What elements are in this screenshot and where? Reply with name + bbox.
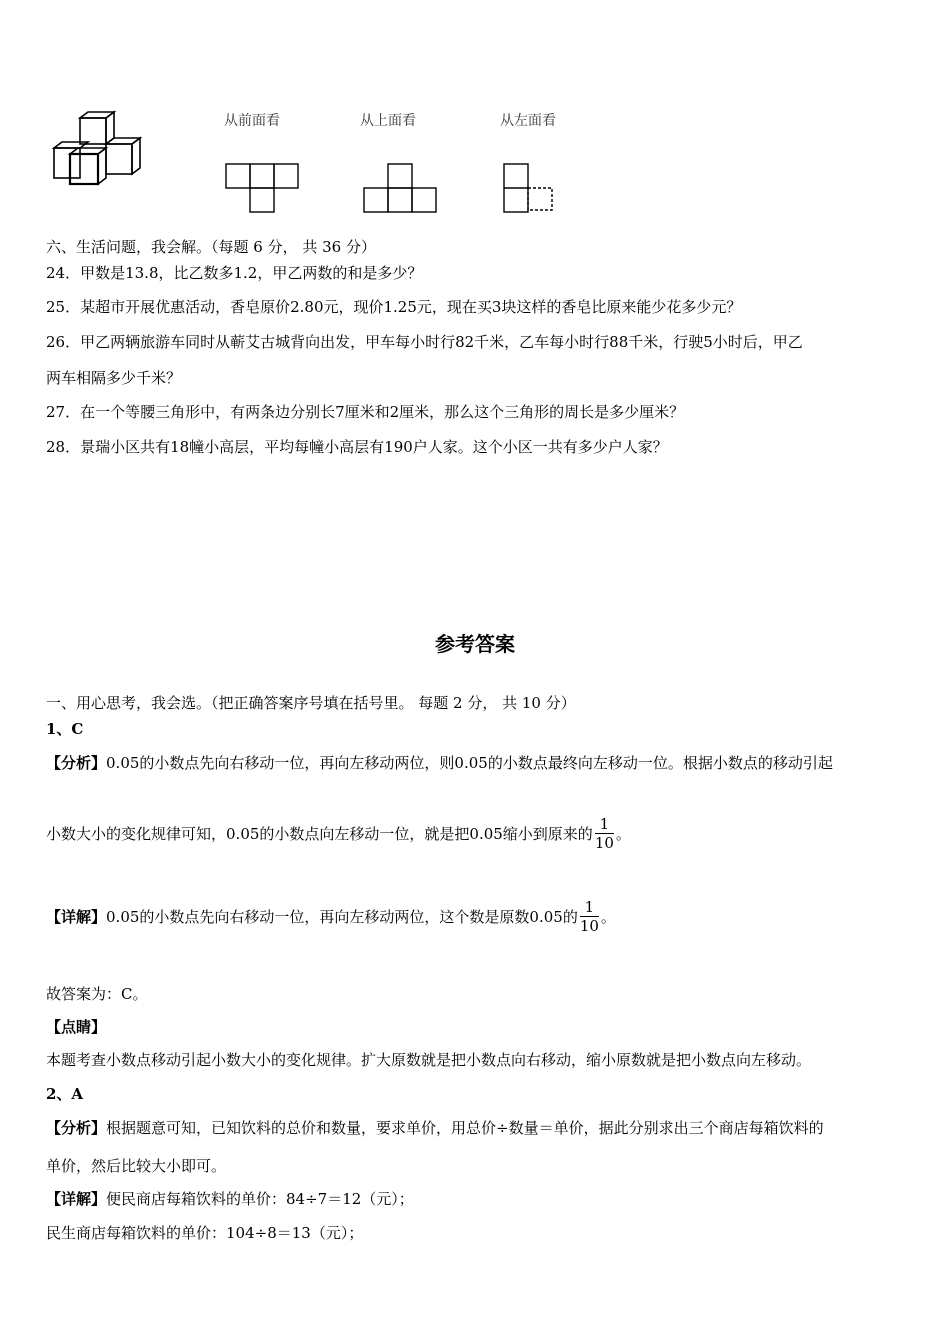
front-view-figure — [222, 160, 302, 216]
answers-section1-heading: 一、用心思考，我会选。（把正确答案序号填在括号里。 每题 2 分， 共 10 分） — [46, 694, 576, 712]
answers-title: 参考答案 — [435, 632, 515, 656]
detail-text-2: 便民商店每箱饮料的单价：84÷7＝12（元）； — [106, 1190, 414, 1208]
answer-1-label: 1、C — [46, 720, 84, 738]
question-28: 28．景瑞小区共有18幢小高层，平均每幢小高层有190户人家。这个小区一共有多少户人家？ — [46, 438, 668, 456]
view-label-front: 从前面看 — [224, 113, 280, 129]
cube-stack-figure — [48, 110, 148, 190]
analysis-tag-2: 【分析】 — [46, 1119, 107, 1137]
analysis-tag: 【分析】 — [46, 754, 107, 772]
detail-end: 。 — [600, 908, 616, 926]
fraction-denominator: 10 — [579, 917, 599, 935]
answer-1-detail — [46, 898, 616, 935]
analysis-text: 0.05的小数点先向右移动一位，再向左移动两位，则0.05的小数点最终向左移动一位。根据小数点的移动引起 — [106, 754, 833, 772]
fraction-denominator: 10 — [594, 834, 614, 852]
answer-1-analysis-line2 — [46, 815, 631, 852]
answer-2-label: 2、A — [46, 1085, 84, 1103]
view-label-left: 从左面看 — [500, 113, 556, 129]
fraction-numerator: 1 — [595, 815, 614, 834]
fraction-one-tenth-2 — [580, 898, 599, 935]
answer-2-analysis-line2: 单价，然后比较大小即可。 — [46, 1157, 227, 1175]
detail-text: 0.05的小数点先向右移动一位，再向左移动两位，这个数是原数0.05的 — [106, 908, 578, 926]
analysis-text-line2: 小数大小的变化规律可知，0.05的小数点向左移动一位，就是把0.05缩小到原来的 — [46, 825, 593, 843]
section6-heading: 六、生活问题，我会解。（每题 6 分， 共 36 分） — [46, 238, 376, 256]
detail-tag-2: 【详解】 — [46, 1190, 107, 1208]
answer-2-detail-line2: 民生商店每箱饮料的单价：104÷8＝13（元）； — [46, 1224, 364, 1242]
fraction-numerator: 1 — [580, 898, 599, 917]
question-24: 24．甲数是13.8，比乙数多1.2，甲乙两数的和是多少？ — [46, 264, 423, 282]
answer-2-detail-line1 — [46, 1188, 414, 1209]
left-view-figure — [500, 160, 560, 216]
answer-1-analysis-line1 — [46, 752, 833, 773]
view-label-top: 从上面看 — [360, 113, 416, 129]
answer-1-tip: 本题考查小数点移动引起小数大小的变化规律。扩大原数就是把小数点向右移动，缩小原数就是把小数点向左移动。 — [46, 1051, 812, 1069]
analysis-text-2: 根据题意可知，已知饮料的总价和数量，要求单价，用总价÷数量＝单价，据此分别求出三个商店每箱饮料的 — [106, 1119, 824, 1137]
answer-2-analysis-line1 — [46, 1117, 824, 1138]
fraction-one-tenth — [595, 815, 614, 852]
analysis-end: 。 — [615, 825, 631, 843]
detail-tag: 【详解】 — [46, 908, 107, 926]
question-26-line2: 两车相隔多少千米？ — [46, 369, 182, 387]
question-26-line1: 26．甲乙两辆旅游车同时从蕲艾古城背向出发，甲车每小时行82千米，乙车每小时行88千米，行驶5小时后，甲乙 — [46, 333, 803, 351]
top-view-figure — [360, 160, 440, 216]
answer-1-conclusion: 故答案为：C。 — [46, 985, 148, 1003]
question-27: 27．在一个等腰三角形中，有两条边分别长7厘米和2厘米，那么这个三角形的周长是多少厘米？ — [46, 403, 685, 421]
question-25: 25．某超市开展优惠活动，香皂原价2.80元，现价1.25元，现在买3块这样的香皂比原来能少花多少元？ — [46, 298, 742, 316]
answer-1-tip-tag: 【点睛】 — [46, 1018, 107, 1036]
